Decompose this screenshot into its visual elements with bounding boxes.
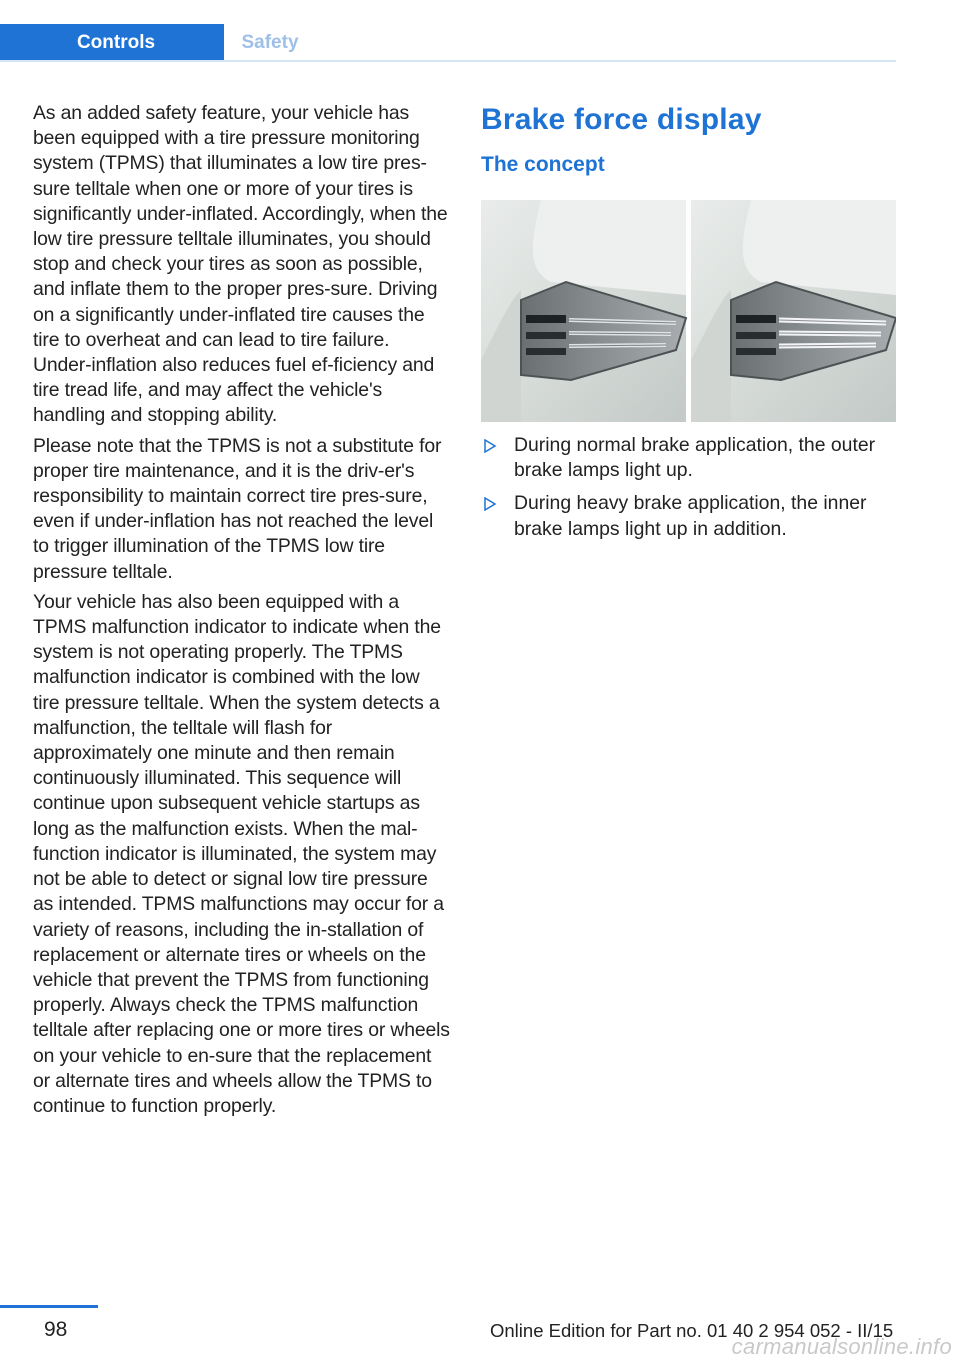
brake-lamps-figure <box>481 200 896 422</box>
list-item <box>481 491 896 541</box>
tab-controls[interactable]: Controls <box>0 24 224 62</box>
list-item <box>481 433 896 483</box>
brake-bullet-list <box>481 433 896 550</box>
page-number-rule <box>0 1305 98 1308</box>
tab-safety[interactable]: Safety <box>241 32 299 53</box>
triangle-right-outline-icon <box>483 439 497 453</box>
header-divider <box>0 60 896 62</box>
paragraph-tpms-note: Please note that the TPMS is not a substitute for proper tire maintenance, and it is the driv-er's responsibility to maintain correct tire pres-sure, even if under-inflation has not reached the level to trigger illumination of the TPMS low tire pressure telltale. <box>33 434 442 583</box>
bullet-text: During heavy brake application, the inner brake lamps light up in addition. <box>514 492 867 540</box>
paragraph-tpms-malfunction: Your vehicle has also been equipped with a TPMS malfunction indicator to indicate when the system is not operating properly. The TPMS malfunction indicator is combined with the low tire pressure telltale. When the system detects a malfunction, the telltale will flash for approximately one minute and then remain continuously illuminated. This sequence will continue upon subsequent vehicle startups as long as the malfunction exists. When the mal-function indicator is illuminated, the system may not be able to detect or signal low tire pressure as intended. TPMS malfunctions may occur for a variety of reasons, including the in-stallation of replacement or alternate tires or wheels on the vehicle that prevent the TPMS from functioning properly. Always check the TPMS malfunction telltale after replacing one or more tires or wheels on your vehicle to en-sure that the replacement or alternate tires and wheels allow the TPMS to continue to function properly. <box>33 590 450 1117</box>
watermark: carmanualsonline.info <box>731 1334 952 1359</box>
brake-lamp-heavy-image <box>691 200 896 422</box>
bullet-text: During normal brake application, the outer brake lamps light up. <box>514 434 876 482</box>
header-tabs <box>0 24 896 62</box>
page-number: 98 <box>44 1318 68 1341</box>
section-subtitle: The concept <box>481 153 605 176</box>
triangle-right-outline-icon <box>483 497 497 511</box>
section-title: Brake force display <box>481 103 762 136</box>
edition-text: Online Edition for Part no. 01 40 2 954 052 - II/15 <box>490 1320 894 1341</box>
right-column <box>481 101 896 540</box>
left-column <box>33 101 451 1124</box>
brake-lamp-normal-image <box>481 200 686 422</box>
paragraph-tpms-intro: As an added safety feature, your vehicle has been equipped with a tire pressure monitoring system (TPMS) that illuminates a low tire pres-sure telltale when one or more of your tires is significantly under-inflated. Accordingly, when the low tire pressure telltale illuminates, you should stop and check your tires as soon as possible, and inflate them to the proper pres-sure. Driving on a significantly under-inflated tire causes the tire to overheat and can lead to tire failure. Under-inflation also reduces fuel ef-ficiency and tire tread life, and may affect the vehicle's handling and stopping ability. <box>33 102 448 427</box>
